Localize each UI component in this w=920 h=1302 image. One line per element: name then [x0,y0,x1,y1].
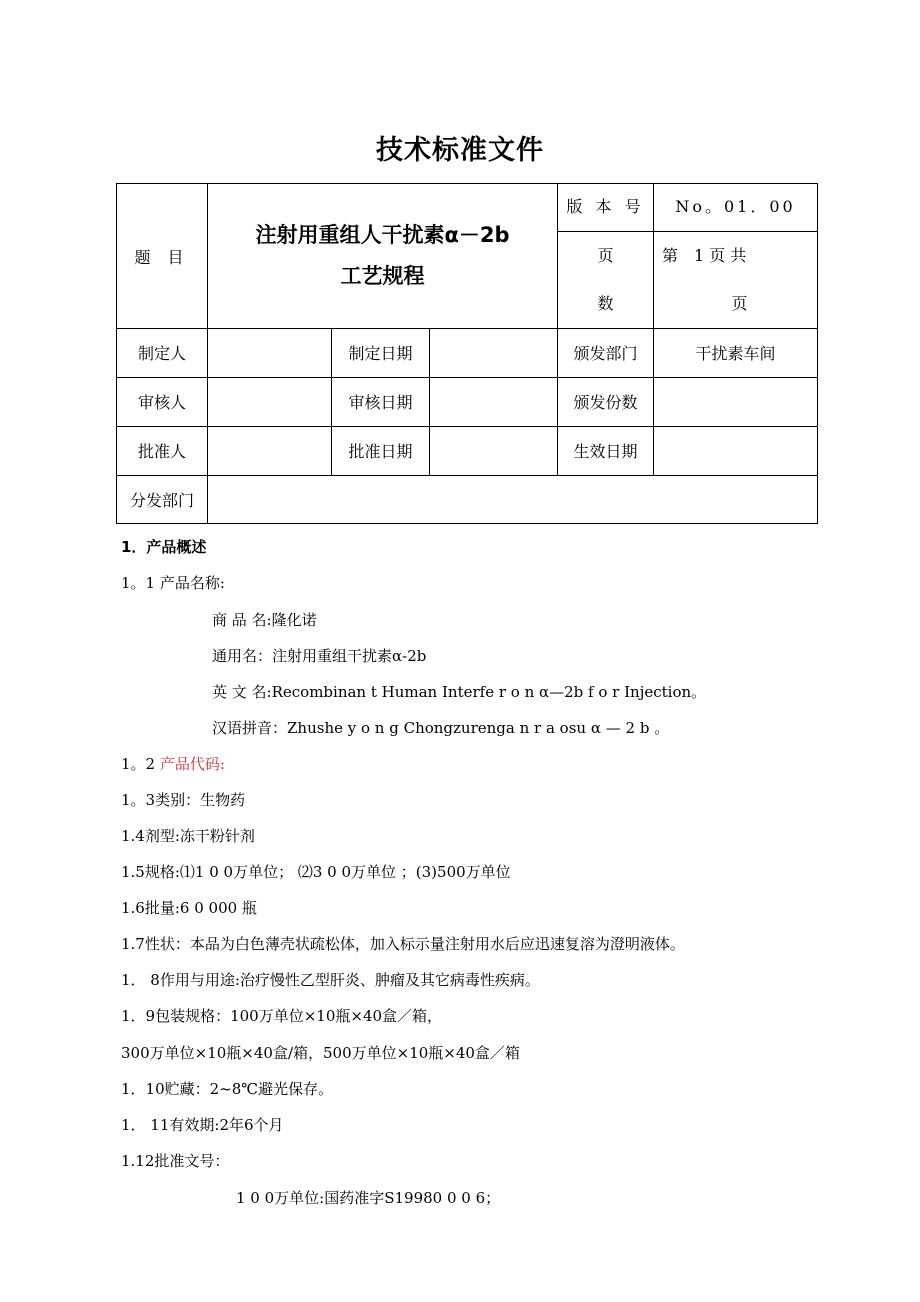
page-label-line2: 数 [597,294,614,313]
approval-date-value [430,427,558,476]
specification: 1.5规格:⑴1 0 0万单位； ⑵3 0 0万单位 ；(3)500万单位 [121,863,511,881]
dosage-form: 1.4剂型:冻干粉针剂 [121,827,255,845]
approval-number-heading: 1.12批准文号： [121,1152,230,1170]
appearance: 1.7性状：本品为白色薄壳状疏松体，加入标示量注射用水后应迅速复溶为澄明液体。 [121,935,685,953]
approver-label: 批准人 [117,427,208,476]
drafter-label: 制定人 [117,329,208,378]
subject-label: 题 目 [117,184,208,329]
approver-value [208,427,332,476]
version-label: 版 本 号 [558,184,654,232]
shelf-life: 1． 11有效期:2年6个月 [121,1116,284,1134]
page-value-line1: 第 1 页 共 [662,246,747,265]
subject-title [208,184,558,329]
subject-title-line2: 工艺规程 [340,264,425,288]
packaging-spec: 1．9包装规格：100万单位×10瓶×40盒／箱， [121,1007,443,1025]
issuing-department-label: 颁发部门 [558,329,654,378]
review-date-label: 审核日期 [332,378,430,427]
product-code-title: 产品代码: [159,755,225,773]
packaging-spec-continued: 300万单位×10瓶×40盒/箱，500万单位×10瓶×40盒／箱 [121,1044,520,1062]
product-code-number: 1。2 [121,755,160,773]
section-heading: 1．产品概述 [121,538,207,556]
drafter-value [208,329,332,378]
product-name-heading: 1。1 产品名称: [121,574,225,592]
document-title: 技术标准文件 [376,135,544,166]
draft-date-label: 制定日期 [332,329,430,378]
approval-number-100: 1 0 0万单位:国药准字S19980 0 0 6； [236,1189,501,1207]
distribution-value [208,476,818,524]
version-value: No。01．00 [654,184,818,232]
pinyin-name: 汉语拼音：Zhushe y o n g Chongzurenga n r a osu α — 2 b 。 [212,719,670,737]
page-value-line2: 页 [731,294,748,313]
trade-name: 商 品 名:隆化诺 [212,611,317,629]
document-header-table [116,183,818,524]
english-name: 英 文 名:Recombinan t Human Interfe r o n α—2b f o r Injection。 [212,683,707,701]
review-date-value [430,378,558,427]
indications: 1． 8作用与用途:治疗慢性乙型肝炎、肿瘤及其它病毒性疾病。 [121,971,540,989]
page-count-label [558,232,654,329]
generic-name: 通用名：注射用重组干扰素α-2b [212,647,427,665]
page-label-line1: 页 [597,246,614,265]
reviewer-value [208,378,332,427]
reviewer-label: 审核人 [117,378,208,427]
category: 1。3类别：生物药 [121,791,246,809]
effective-date-value [654,427,818,476]
batch-size: 1.6批量:6 0 000 瓶 [121,899,257,917]
approval-date-label: 批准日期 [332,427,430,476]
effective-date-label: 生效日期 [558,427,654,476]
storage: 1．10贮藏：2~8℃避光保存。 [121,1080,334,1098]
subject-title-line1: 注射用重组人干扰素α－2b [255,223,510,247]
issuing-department-value: 干扰素车间 [654,329,818,378]
issue-copies-label: 颁发份数 [558,378,654,427]
issue-copies-value [654,378,818,427]
product-code [121,753,225,774]
page-count-value [654,232,818,329]
draft-date-value [430,329,558,378]
distribution-label: 分发部门 [117,476,208,524]
